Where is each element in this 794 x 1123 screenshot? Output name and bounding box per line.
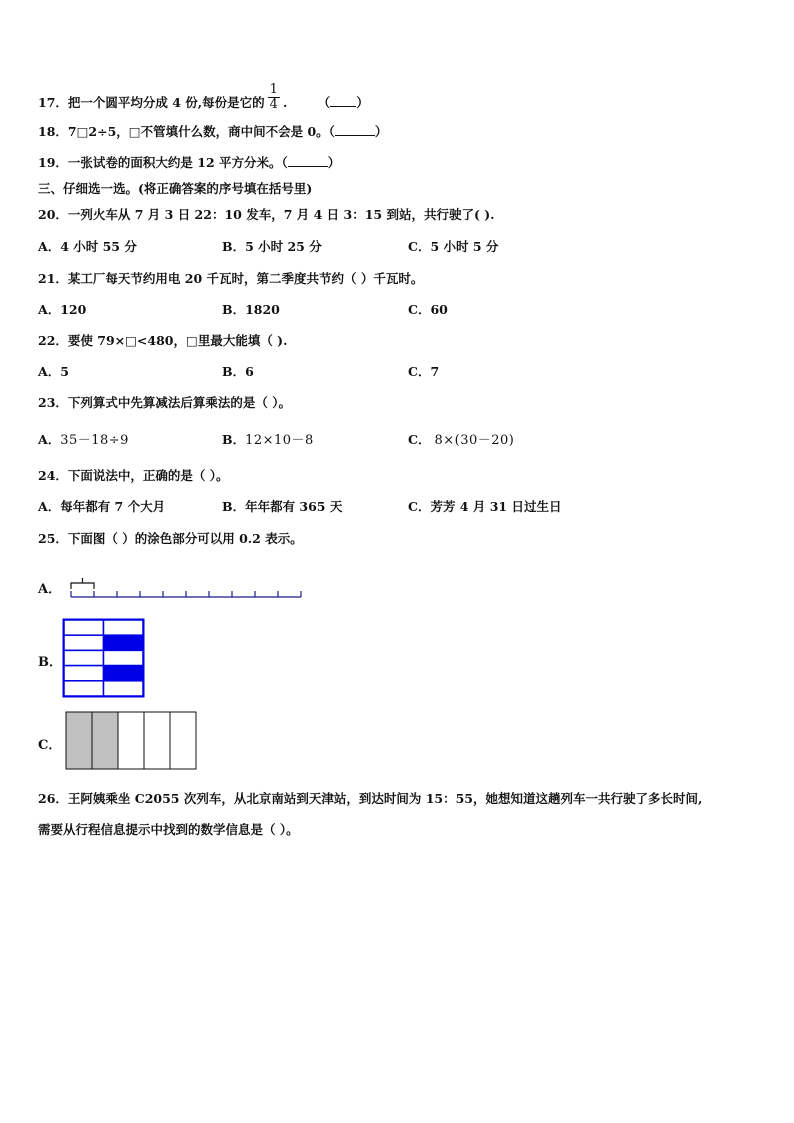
question-number: 25． [38, 531, 68, 546]
grid-cell [104, 650, 144, 665]
paren-right: ） [356, 95, 369, 110]
question-number: 23． [38, 395, 68, 410]
blank-part [118, 712, 144, 769]
option-a[interactable] [38, 432, 129, 449]
option-a[interactable]: A．5 [38, 364, 69, 379]
question-20 [38, 207, 494, 223]
option-label: B． [222, 432, 246, 447]
question-text: 把一个圆平均分成 4 份,每份是它的 [67, 95, 265, 110]
question-text: 下面图（ ）的涂色部分可以用 0.2 表示。 [67, 531, 303, 546]
question-22 [38, 333, 287, 349]
question-25 [38, 531, 303, 547]
fraction-denominator: 4 [269, 97, 278, 112]
option-a[interactable]: A．4 小时 55 分 [38, 239, 137, 254]
option-b[interactable]: B．5 小时 25 分 [222, 239, 322, 254]
section-heading: 三、仔细选一选。(将正确答案的序号填在括号里) [38, 181, 313, 196]
blank-part [144, 712, 170, 769]
question-text: 下列算式中先算减法后算乘法的是（ ）。 [67, 395, 292, 410]
question-21 [38, 271, 423, 287]
option-c[interactable]: C．60 [408, 302, 448, 317]
grid-cell [104, 620, 144, 635]
question-number: 19． [38, 155, 68, 170]
question-text: 7□2÷5，□不管填什么数，商中间不会是 0。（ [67, 124, 335, 139]
paren-right: ） [327, 155, 341, 170]
option-b[interactable]: B．6 [222, 364, 254, 379]
option-a[interactable]: A．120 [38, 302, 87, 317]
figure-a-number-line [66, 572, 306, 602]
grid-cell [64, 635, 104, 650]
shaded-cell [104, 635, 144, 650]
option-label: A． [38, 432, 61, 447]
grid-cell [104, 681, 144, 696]
shaded-part [92, 712, 118, 769]
figure-b-grid [62, 618, 146, 698]
question-18 [38, 124, 387, 140]
question-text: 一列火车从 7 月 3 日 22：10 发车，7 月 4 日 3：15 到站，共行驶了( ). [67, 207, 495, 222]
question-26-line2: 需要从行程信息提示中找到的数学信息是（ ）。 [38, 822, 299, 837]
option-b[interactable] [222, 432, 314, 449]
grid-cell [64, 620, 104, 635]
question-text: 下面说法中，正确的是（ ）。 [67, 468, 229, 483]
fraction-numerator: 1 [269, 82, 278, 97]
question-number: 21． [38, 271, 68, 286]
question-17 [38, 82, 369, 118]
question-23 [38, 395, 291, 411]
answer-blank[interactable] [330, 96, 356, 107]
question-text-end: . [282, 95, 288, 110]
shaded-cell [104, 666, 144, 681]
grid-cell [64, 650, 104, 665]
option-b[interactable]: B．年年都有 365 天 [222, 499, 343, 514]
question-number: 18． [38, 124, 68, 139]
option-b-label[interactable]: B． [38, 655, 62, 670]
question-24 [38, 468, 229, 484]
option-a[interactable]: A．每年都有 7 个大月 [38, 499, 166, 514]
option-c-label[interactable]: C． [38, 738, 62, 753]
question-19 [38, 155, 340, 171]
option-a-label[interactable]: A． [38, 582, 62, 597]
answer-blank[interactable] [335, 125, 375, 136]
option-b[interactable]: B．1820 [222, 302, 280, 317]
question-text: 某工厂每天节约用电 20 千瓦时，第二季度共节约（ ）千瓦时。 [67, 271, 424, 286]
option-c[interactable]: C．芳芳 4 月 31 日过生日 [408, 499, 562, 514]
option-expression: 12×10－8 [245, 433, 314, 448]
question-text: 要使 79×□<480，□里最大能填（ ). [67, 333, 288, 348]
paren-left: （ [317, 95, 331, 110]
option-expression: 8×(30－20) [434, 433, 515, 448]
option-label: C． [408, 432, 431, 447]
question-text: 一张试卷的面积大约是 12 平方分米。（ [67, 155, 288, 170]
question-number: 20． [38, 207, 68, 222]
option-expression: 35－18÷9 [60, 433, 129, 448]
blank-part [170, 712, 196, 769]
grid-cell [64, 666, 104, 681]
question-number: 17． [38, 95, 68, 110]
option-c[interactable]: C．5 小时 5 分 [408, 239, 499, 254]
question-26-line1: 26．王阿姨乘坐 C2055 次列车，从北京南站到天津站，到达时间为 15：55，她想知道这趟列车一共行驶了多长时间, [38, 791, 703, 806]
option-c[interactable] [408, 432, 514, 449]
grid-cell [64, 681, 104, 696]
question-number: 24． [38, 468, 68, 483]
fraction-one-quarter [268, 83, 280, 112]
brace-mark [71, 583, 94, 589]
answer-blank[interactable] [288, 156, 328, 167]
question-number: 22． [38, 333, 68, 348]
paren-right: ） [374, 124, 388, 139]
shaded-part [66, 712, 92, 769]
option-c[interactable]: C．7 [408, 364, 440, 379]
figure-c-parts [65, 711, 199, 771]
